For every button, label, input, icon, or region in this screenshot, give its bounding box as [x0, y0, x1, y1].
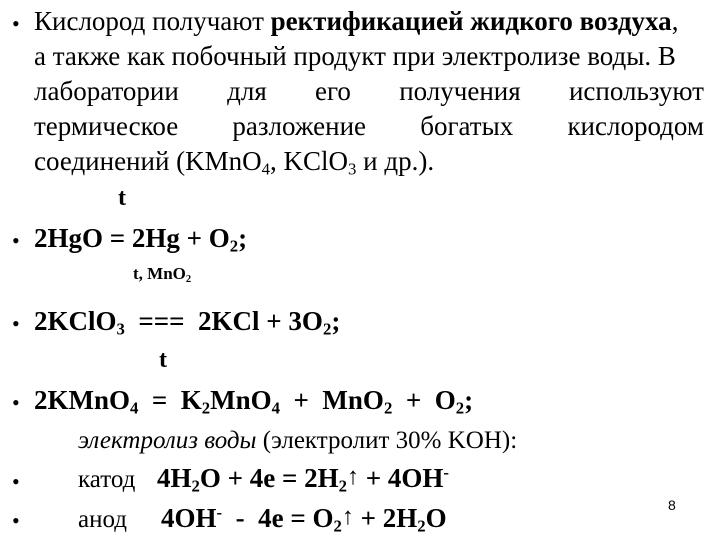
bullet-6: • [12, 508, 20, 533]
up-arrow-icon: ↑ [347, 464, 360, 491]
reaction-hgo: $2HgO = 2Hg + O_2$; [34, 223, 248, 256]
reaction-kclo3: 2KClO$_3$ === $2KCl + 3O_2$; [34, 306, 341, 339]
bullet-1: • [12, 11, 20, 36]
p1-line-5: соединений (KMnO$_4$, KClO$_3$ и др.). [34, 146, 435, 179]
p1-line-2: а также как побочный продукт при электролизе воды. В [34, 41, 676, 71]
bullet-3: • [12, 311, 20, 336]
p1-line-4: термическое разложение богатых кислородом [34, 111, 704, 141]
bullet-5: • [12, 469, 20, 494]
anode-reaction: $4OH^- - 4e = O_2↑ + 2H_2O$ [161, 502, 447, 536]
reaction-kmno4: 2KMnO$_4$ = $K_2MnO_4 + MnO_2 + O_2$; [34, 385, 474, 418]
p1-line-1: Кислород получают ректификацией жидкого воздуха, [34, 6, 679, 36]
r1-condition: t [118, 185, 126, 211]
p1-line-3: лаборатории для его получения используют [34, 76, 704, 106]
page-number: 8 [668, 497, 676, 513]
bullet-2: • [12, 228, 20, 253]
r2-condition: t, MnO$_2$ [133, 264, 192, 285]
cathode-reaction: $4H_2O + 4e$ = $2H_2↑ + 4OH^-$ [157, 462, 449, 496]
bullet-4: • [12, 390, 20, 415]
electrolysis-line: электролиз воды (электролит 30% KOH): [78, 427, 518, 454]
cathode-label: катод [78, 466, 136, 493]
r3-condition: t [159, 347, 167, 373]
up-arrow-icon: ↑ [341, 504, 354, 531]
anode-label: анод [78, 506, 127, 533]
